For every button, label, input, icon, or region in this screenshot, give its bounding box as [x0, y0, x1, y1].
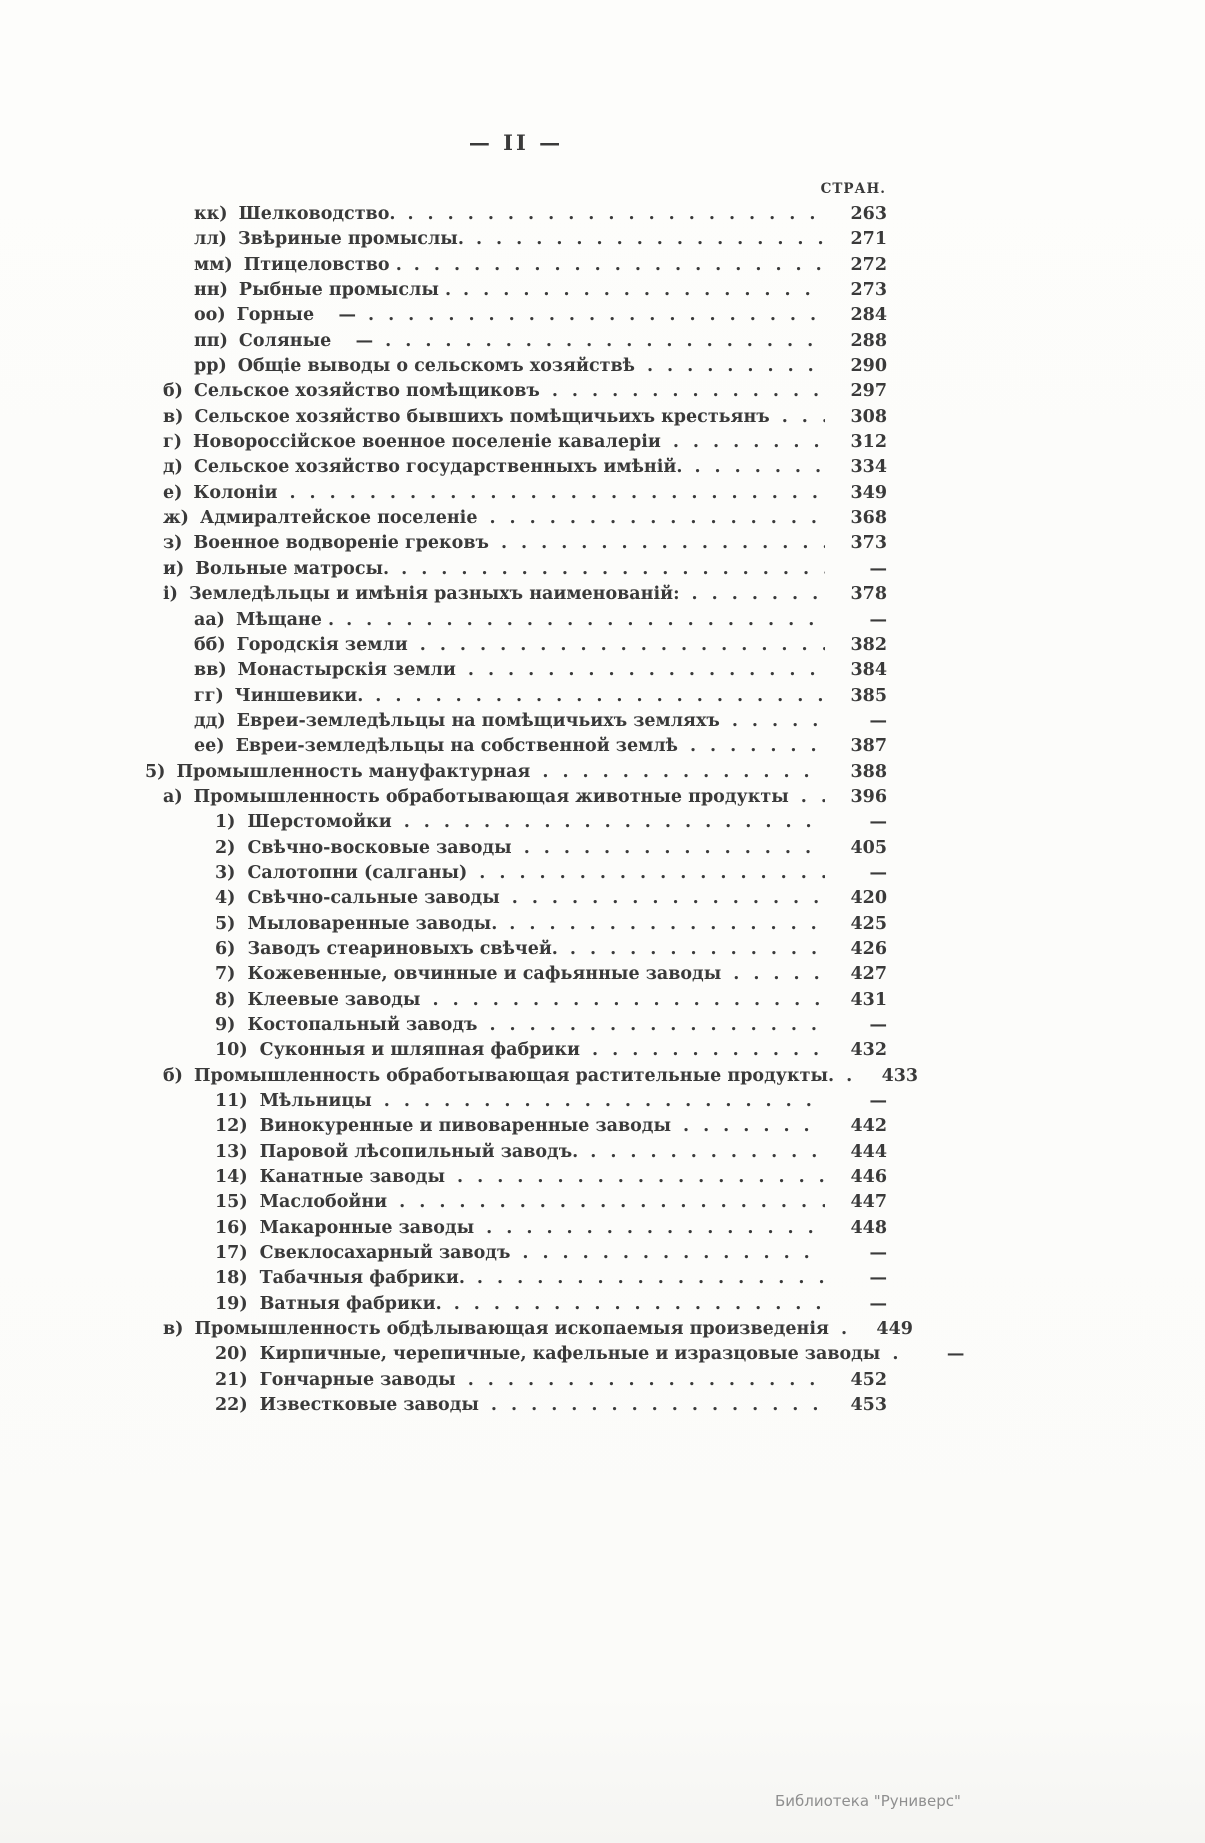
entry-title: Военное водвореніе грековъ [193, 533, 489, 554]
dot-leader [524, 838, 825, 858]
entry-title: Адмиралтейское поселеніе [199, 508, 478, 529]
entry-page: — [869, 862, 887, 883]
dot-leader [694, 457, 825, 477]
entry-title: Промышленность обдѣлывающая ископаемыя произведенія [194, 1319, 829, 1340]
entry-page: 388 [850, 761, 887, 782]
dot-leader [673, 432, 825, 452]
entry-prefix: в) [163, 1319, 184, 1340]
dot-leader [463, 280, 825, 300]
toc-entry [145, 964, 887, 989]
entry-prefix: 14) [215, 1167, 248, 1188]
toc-entry [145, 280, 887, 305]
toc-entry [145, 1294, 887, 1319]
dot-leader [683, 1116, 825, 1136]
entry-page: 433 [881, 1065, 919, 1086]
entry-prefix: г) [163, 432, 183, 453]
entry-page: 284 [850, 305, 887, 326]
dot-leader [647, 356, 825, 376]
entry-prefix: а) [163, 786, 183, 807]
entry-page: 378 [850, 584, 887, 605]
entry-prefix: 19) [215, 1293, 248, 1314]
entry-prefix: 4) [215, 888, 236, 909]
entry-title: Суконныя и шляпная фабрики [259, 1040, 581, 1061]
entry-prefix: д) [163, 457, 183, 478]
entry-page: — [869, 710, 887, 731]
entry-title: Ватныя фабрики. [259, 1293, 442, 1314]
entry-prefix: в) [163, 406, 184, 427]
entry-prefix: дд) [194, 710, 226, 731]
entry-page: 427 [850, 964, 887, 985]
entry-page: — [869, 1015, 887, 1035]
entry-title: Городскія земли [236, 634, 408, 655]
entry-title: Гончарные заводы [259, 1369, 456, 1390]
toc-entry [145, 533, 887, 558]
entry-page: 432 [850, 1040, 887, 1061]
entry-page: 420 [850, 888, 887, 909]
dot-leader [489, 508, 825, 528]
dot-leader [457, 1167, 825, 1187]
entry-prefix: 22) [215, 1395, 248, 1416]
toc-entry [145, 305, 887, 330]
entry-title: Салотопни (салганы) [247, 862, 468, 883]
entry-prefix: ее) [194, 736, 225, 757]
toc-entry [145, 483, 887, 508]
toc-entry [145, 457, 887, 482]
entry-title: Макаронные заводы [259, 1217, 475, 1238]
entry-prefix: 5) [145, 761, 166, 782]
dot-leader [801, 787, 825, 807]
toc-entry [145, 635, 887, 660]
toc-content [145, 130, 965, 1421]
entry-page: 396 [850, 786, 887, 807]
library-watermark: Библиотека "Руниверс" [775, 1792, 961, 1810]
entry-page: 334 [850, 457, 887, 478]
entry-prefix: 17) [215, 1243, 248, 1264]
dot-leader [501, 533, 825, 553]
entry-title: Общіе выводы о сельскомъ хозяйствѣ [237, 356, 635, 377]
entry-title: Промышленность мануфактурная [176, 761, 531, 782]
entry-prefix: 5) [215, 913, 236, 934]
toc-entry [145, 1218, 887, 1243]
toc-entry [145, 1065, 919, 1091]
entry-page: 405 [850, 837, 887, 858]
entry-prefix: 18) [215, 1268, 248, 1289]
dot-leader [384, 1091, 825, 1111]
dot-leader [592, 1040, 825, 1060]
entry-title: Промышленность обработывающая растительные продукты. [193, 1065, 835, 1086]
entry-prefix: аа) [194, 609, 225, 630]
toc-entry [145, 331, 887, 356]
entry-page: 384 [850, 660, 887, 681]
entry-title: Монастырскія земли [237, 660, 456, 681]
entry-title: Земледѣльцы и имѣнія разныхъ наименованій: [188, 584, 680, 605]
page-number-header: — II — [468, 130, 564, 155]
entry-title: Свѣчно-сальные заводы [247, 888, 500, 909]
dot-leader [289, 483, 825, 503]
entry-page: 271 [850, 229, 887, 250]
toc-list [145, 204, 965, 1421]
toc-entry [145, 356, 887, 381]
toc-entry [145, 1243, 887, 1268]
entry-title: Сельское хозяйство бывшихъ помѣщичьихъ крестьянъ [194, 406, 770, 427]
toc-entry [145, 1040, 887, 1065]
toc-entry [145, 1192, 887, 1217]
entry-prefix: ж) [163, 508, 189, 529]
entry-prefix: лл) [194, 229, 227, 250]
entry-prefix: і) [163, 584, 178, 605]
entry-title: Шелководство. [238, 204, 396, 224]
entry-page: 288 [850, 330, 887, 351]
entry-page: — [869, 1091, 887, 1112]
entry-prefix: и) [163, 558, 185, 579]
toc-entry [145, 686, 887, 711]
entry-prefix: кк) [194, 204, 228, 224]
entry-prefix: 16) [215, 1217, 248, 1238]
toc-entry [145, 1319, 913, 1344]
entry-page: — [946, 1344, 965, 1365]
dot-leader [399, 1192, 825, 1212]
entry-prefix: рр) [194, 356, 227, 377]
entry-page: 297 [850, 381, 887, 402]
dot-leader [404, 812, 825, 832]
entry-title: Мыловаренные заводы. [247, 913, 498, 934]
entry-prefix: 10) [215, 1040, 248, 1061]
toc-entry [145, 1015, 887, 1040]
entry-title: Евреи-земледѣльцы на помѣщичьихъ земляхъ [236, 710, 720, 731]
entry-title: Кирпичные, черепичные, кафельные и изразцовые заводы [259, 1344, 881, 1365]
dot-leader [733, 964, 825, 984]
entry-title: Паровой лѣсопильный заводъ. [259, 1141, 579, 1162]
entry-prefix: бб) [194, 634, 226, 655]
entry-page: — [869, 1293, 887, 1314]
entry-prefix: 7) [215, 964, 236, 985]
pages-column-header: СТРАН. [820, 181, 886, 197]
entry-prefix: 2) [215, 837, 236, 858]
entry-page: 431 [850, 989, 887, 1010]
entry-prefix: е) [163, 482, 183, 503]
toc-entry [145, 508, 887, 533]
entry-page: 368 [850, 508, 887, 529]
toc-entry [145, 1370, 887, 1395]
toc-entry [145, 229, 887, 254]
toc-entry [145, 1167, 887, 1192]
dot-leader [509, 914, 825, 934]
toc-entry [145, 204, 887, 229]
entry-title: Свеклосахарный заводъ [259, 1243, 511, 1264]
entry-title: Сельское хозяйство государственныхъ имѣній. [193, 457, 683, 478]
entry-page: 382 [850, 634, 887, 655]
entry-page: 290 [850, 356, 887, 377]
dot-leader [432, 990, 825, 1010]
entry-prefix: гг) [194, 685, 224, 706]
entry-title: Табачныя фабрики. [259, 1268, 465, 1289]
dot-leader [732, 711, 825, 731]
entry-prefix: 1) [215, 812, 236, 833]
toc-entry [145, 381, 887, 406]
entry-page: 312 [850, 432, 887, 453]
entry-page: 448 [850, 1217, 887, 1238]
entry-title: Клеевые заводы [247, 989, 421, 1010]
toc-entry [145, 1142, 887, 1167]
dot-leader [590, 1142, 825, 1162]
dot-leader [479, 863, 825, 883]
entry-title: Колоніи [193, 482, 278, 503]
entry-page: 349 [850, 482, 887, 503]
dot-leader [692, 584, 825, 604]
entry-prefix: 8) [215, 989, 236, 1010]
entry-page: 387 [850, 736, 887, 757]
entry-page: 425 [850, 913, 887, 934]
dot-leader [512, 888, 825, 908]
toc-entry [145, 736, 887, 761]
entry-title: Птицеловство . [243, 254, 402, 275]
entry-page: — [869, 609, 887, 630]
entry-page: — [869, 1268, 887, 1289]
dot-leader [385, 331, 825, 351]
toc-entry [145, 838, 887, 863]
entry-prefix: 15) [215, 1192, 248, 1213]
dot-leader [401, 559, 825, 579]
entry-prefix: вв) [194, 660, 227, 681]
dot-leader [454, 1294, 825, 1314]
entry-title: Канатные заводы [259, 1167, 446, 1188]
entry-page: 452 [850, 1369, 887, 1390]
toc-entry [145, 584, 887, 609]
entry-page: 426 [850, 938, 887, 959]
toc-entry [145, 914, 887, 939]
entry-page: 272 [850, 254, 887, 275]
entry-title: Кожевенные, овчинные и сафьянные заводы [247, 964, 722, 985]
dot-leader [841, 1319, 851, 1339]
dot-leader [690, 736, 825, 756]
entry-page: 453 [850, 1395, 887, 1416]
toc-entry [145, 990, 887, 1015]
entry-prefix: 11) [215, 1091, 248, 1112]
entry-title: Известковые заводы [259, 1395, 479, 1416]
dot-leader [420, 635, 825, 655]
entry-page: — [869, 1243, 887, 1264]
toc-entry [145, 407, 887, 432]
entry-title: Свѣчно-восковые заводы [247, 837, 512, 858]
toc-entry [145, 660, 887, 685]
entry-prefix: 3) [215, 862, 236, 883]
dot-leader [375, 686, 825, 706]
entry-prefix: 13) [215, 1141, 248, 1162]
entry-prefix: пп) [194, 330, 228, 351]
entry-prefix: нн) [194, 280, 228, 301]
entry-prefix: б) [163, 381, 183, 402]
entry-prefix: б) [163, 1065, 183, 1086]
toc-entry [145, 939, 887, 964]
entry-title: Мѣльницы [259, 1091, 372, 1112]
toc-entry [145, 762, 887, 787]
entry-title: Винокуренные и пивоваренные заводы [259, 1116, 671, 1137]
entry-title: Чиншевики. [234, 685, 364, 706]
entry-prefix: 9) [215, 1015, 236, 1035]
entry-title: Мѣщане . [235, 609, 335, 630]
entry-title: Новороссійское военное поселеніе кавалеріи [193, 432, 661, 453]
entry-title: Костопальный заводъ [247, 1015, 478, 1035]
dot-leader [414, 255, 825, 275]
dot-leader [489, 1015, 825, 1035]
entry-title: Звѣриные промыслы. [237, 229, 464, 250]
toc-entry [145, 787, 887, 812]
entry-page: — [869, 558, 887, 579]
toc-entry [145, 255, 887, 280]
toc-entry [145, 559, 887, 584]
entry-page: 273 [850, 280, 887, 301]
entry-title: Евреи-земледѣльцы на собственной землѣ [235, 736, 678, 757]
entry-title: Горные — [236, 305, 356, 326]
entry-title: Соляные — [238, 330, 374, 351]
dot-leader [491, 1395, 825, 1415]
entry-page: — [869, 812, 887, 833]
dot-leader [570, 939, 825, 959]
toc-entry [145, 888, 887, 913]
dot-leader [476, 229, 825, 249]
dot-leader [486, 1218, 825, 1238]
entry-prefix: 6) [215, 938, 236, 959]
entry-page: 385 [850, 685, 887, 706]
toc-entry [145, 1116, 887, 1141]
entry-prefix: оо) [194, 305, 226, 326]
toc-entry [145, 812, 887, 837]
entry-title: Сельское хозяйство помѣщиковъ [193, 381, 540, 402]
dot-leader [407, 204, 825, 224]
entry-page: 442 [850, 1116, 887, 1137]
entry-page: 373 [850, 533, 887, 554]
entry-page: 446 [850, 1167, 887, 1188]
entry-page: 449 [876, 1319, 913, 1340]
entry-title: Промышленность обработывающая животные продукты [193, 786, 789, 807]
dot-leader [368, 305, 825, 325]
toc-entry [145, 1395, 887, 1420]
entry-title: Вольные матросы. [195, 558, 390, 579]
dot-leader [346, 610, 825, 630]
dot-leader [468, 1370, 825, 1390]
entry-prefix: 20) [215, 1344, 248, 1365]
entry-prefix: 21) [215, 1369, 248, 1390]
toc-entry [145, 1091, 887, 1116]
entry-page: 447 [850, 1192, 887, 1213]
dot-leader [892, 1344, 902, 1364]
dot-leader [542, 762, 825, 782]
entry-title: Маслобойни [259, 1192, 388, 1213]
entry-prefix: мм) [194, 254, 233, 275]
dot-leader [782, 407, 825, 427]
dot-leader [522, 1243, 825, 1263]
toc-entry [145, 863, 887, 888]
dot-leader [477, 1268, 825, 1288]
entry-title: Заводъ стеариновыхъ свѣчей. [247, 938, 558, 959]
dot-leader [552, 381, 825, 401]
toc-entry [145, 1344, 965, 1369]
entry-page: 263 [850, 204, 887, 224]
entry-page: 308 [850, 406, 887, 427]
toc-entry [145, 432, 887, 457]
entry-title: Рыбные промыслы . [238, 280, 452, 301]
entry-prefix: з) [163, 533, 183, 554]
toc-entry [145, 711, 887, 736]
entry-prefix: 12) [215, 1116, 248, 1137]
entry-page: 444 [850, 1141, 887, 1162]
dot-leader [468, 660, 825, 680]
toc-entry [145, 610, 887, 635]
entry-title: Шерстомойки [247, 812, 392, 833]
dot-leader [846, 1066, 856, 1086]
toc-entry [145, 1268, 887, 1293]
